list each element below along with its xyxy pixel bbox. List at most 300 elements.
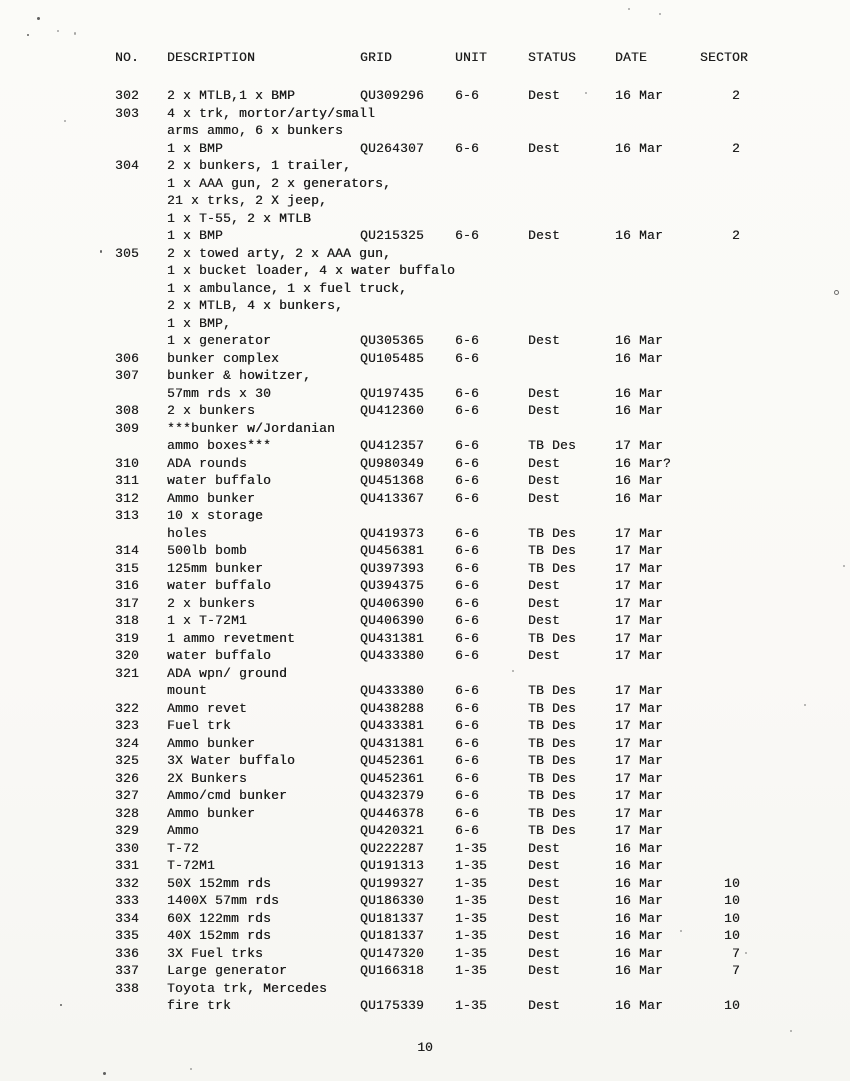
entry-unit: 6-6	[455, 700, 480, 716]
entry-date: 16 Mar	[615, 473, 664, 488]
scan-speck	[27, 34, 29, 36]
entry-number: 338	[115, 980, 140, 996]
table-row-line	[115, 508, 795, 526]
entry-grid: QU191313	[360, 858, 425, 873]
entry-status: Dest	[528, 595, 561, 611]
entry-grid: QU215325	[360, 228, 425, 243]
entry-date: 16 Mar	[615, 858, 664, 873]
entry-status: TB Des	[528, 770, 577, 786]
entry-date: 16 Mar	[615, 963, 664, 978]
entry-description: Ammo/cmd bunker	[167, 788, 288, 803]
entry-description: 21 x trks, 2 X jeep,	[167, 193, 328, 208]
entry-status: TB Des	[528, 735, 577, 751]
entry-status: TB Des	[528, 788, 577, 803]
entry-status: Dest	[528, 875, 561, 891]
entry-number: 313	[115, 508, 140, 523]
entry-description: ammo boxes***	[167, 438, 272, 453]
table-row-line	[115, 841, 795, 859]
entry-date: 16 Mar?	[615, 455, 672, 471]
scan-speck	[100, 250, 102, 253]
entry-status: Dest	[528, 893, 561, 908]
entry-description: Ammo bunker	[167, 490, 256, 506]
entry-unit: 6-6	[455, 403, 480, 418]
scan-speck	[659, 13, 661, 15]
table-body	[115, 88, 795, 1016]
entry-date: 17 Mar	[615, 525, 664, 541]
entry-date: 16 Mar	[615, 875, 664, 891]
entry-unit: 6-6	[455, 455, 480, 471]
entry-date: 16 Mar	[615, 893, 664, 908]
entry-grid: QU431381	[360, 735, 425, 751]
entry-number: 325	[115, 753, 140, 768]
table-row-line	[115, 88, 795, 106]
entry-sector: 10	[723, 875, 740, 891]
entry-unit: 1-35	[455, 928, 488, 943]
entry-sector: 10	[723, 998, 740, 1013]
entry-unit: 6-6	[455, 753, 480, 768]
table-row-line	[115, 613, 795, 631]
entry-status: TB Des	[528, 700, 577, 716]
table-row-line	[115, 491, 795, 509]
entry-number: 322	[115, 700, 140, 716]
entry-number: 327	[115, 788, 140, 803]
entry-number: 321	[115, 665, 140, 681]
entry-date: 17 Mar	[615, 560, 664, 576]
entry-date: 16 Mar	[615, 945, 664, 961]
table-row-line	[115, 106, 795, 124]
entry-number: 303	[115, 105, 140, 121]
entry-grid: QU420321	[360, 823, 425, 838]
entry-number: 305	[115, 245, 140, 261]
entry-number: 330	[115, 840, 140, 856]
entry-unit: 6-6	[455, 525, 480, 541]
table-row-line	[115, 228, 795, 246]
table-row-line	[115, 963, 795, 981]
table-row-line	[115, 928, 795, 946]
table-row-line	[115, 736, 795, 754]
entry-description: 1 x BMP,	[167, 315, 232, 331]
entry-unit: 6-6	[455, 543, 480, 558]
entry-grid: QU105485	[360, 350, 425, 366]
table-row-line	[115, 333, 795, 351]
scan-speck	[103, 1072, 106, 1075]
column-header-sector: SECTOR	[700, 50, 749, 65]
entry-number: 315	[115, 560, 140, 576]
table-row-line	[115, 701, 795, 719]
entry-status: TB Des	[528, 753, 577, 768]
entry-status: Dest	[528, 333, 561, 348]
entry-number: 320	[115, 648, 140, 663]
entry-description: 1 x T-72M1	[167, 613, 248, 628]
table-row-line	[115, 806, 795, 824]
entry-grid: QU413367	[360, 490, 425, 506]
table-row-line	[115, 176, 795, 194]
scan-speck	[843, 565, 845, 567]
table-row-line	[115, 631, 795, 649]
entry-status: Dest	[528, 455, 561, 471]
entry-description: 2 x towed arty, 2 x AAA gun,	[167, 245, 392, 261]
entry-unit: 6-6	[455, 140, 480, 156]
entry-description: bunker complex	[167, 350, 280, 366]
table-row-line	[115, 421, 795, 439]
entry-description: 3X Water buffalo	[167, 753, 296, 768]
table-row-line	[115, 403, 795, 421]
entry-unit: 6-6	[455, 490, 480, 506]
entry-description: T-72	[167, 840, 200, 856]
scan-speck	[790, 1030, 792, 1032]
entry-unit: 1-35	[455, 858, 488, 873]
entry-description: 3X Fuel trks	[167, 945, 264, 961]
table-row-line	[115, 473, 795, 491]
entry-unit: 6-6	[455, 613, 480, 628]
entry-date: 16 Mar	[615, 403, 664, 418]
table-row-line	[115, 543, 795, 561]
table-row-line	[115, 771, 795, 789]
entry-unit: 6-6	[455, 770, 480, 786]
entry-number: 304	[115, 158, 140, 173]
scan-speck	[804, 704, 806, 706]
entry-number: 310	[115, 455, 140, 471]
entry-description: 1 x bucket loader, 4 x water buffalo	[167, 263, 456, 278]
entry-unit: 6-6	[455, 683, 480, 698]
column-header-no: NO.	[115, 50, 140, 65]
table-row-line	[115, 351, 795, 369]
scan-speck	[745, 952, 747, 954]
entry-status: Dest	[528, 648, 561, 663]
entry-number: 318	[115, 613, 140, 628]
entry-sector: 7	[731, 945, 740, 961]
entry-grid: QU199327	[360, 875, 425, 891]
entry-description: 500lb bomb	[167, 543, 248, 558]
entry-number: 323	[115, 718, 140, 733]
entry-grid: QU419373	[360, 525, 425, 541]
table-row-line	[115, 263, 795, 281]
column-header-date: DATE	[615, 50, 648, 65]
entry-status: Dest	[528, 403, 561, 418]
entry-date: 17 Mar	[615, 683, 664, 698]
entry-number: 329	[115, 823, 140, 838]
entry-grid: QU433380	[360, 648, 425, 663]
entry-unit: 1-35	[455, 910, 488, 926]
table-row-line	[115, 666, 795, 684]
entry-date: 17 Mar	[615, 630, 664, 646]
entry-status: Dest	[528, 140, 561, 156]
scan-speck	[60, 1004, 62, 1006]
entry-number: 309	[115, 420, 140, 436]
table-row-line	[115, 368, 795, 386]
entry-sector: 10	[723, 910, 740, 926]
entry-grid: QU980349	[360, 455, 425, 471]
table-row-line	[115, 246, 795, 264]
table-row-line	[115, 981, 795, 999]
entry-date: 16 Mar	[615, 385, 664, 401]
entry-status: TB Des	[528, 438, 577, 453]
entry-description: ADA wpn/ ground	[167, 665, 288, 681]
entry-description: 2 x bunkers, 1 trailer,	[167, 158, 352, 173]
entry-unit: 6-6	[455, 630, 480, 646]
entry-grid: QU406390	[360, 613, 425, 628]
entry-grid: QU397393	[360, 560, 425, 576]
entry-unit: 6-6	[455, 228, 480, 243]
table-row-line	[115, 158, 795, 176]
entry-status: Dest	[528, 858, 561, 873]
entry-number: 334	[115, 910, 140, 926]
entry-description: 1 x generator	[167, 333, 272, 348]
table-row-line	[115, 683, 795, 701]
entry-date: 16 Mar	[615, 350, 664, 366]
table-row-line	[115, 876, 795, 894]
entry-date: 17 Mar	[615, 770, 664, 786]
entry-description: 50X 152mm rds	[167, 875, 272, 891]
entry-number: 314	[115, 543, 140, 558]
entry-date: 16 Mar	[615, 928, 664, 943]
entry-grid: QU452361	[360, 753, 425, 768]
table-row-line	[115, 718, 795, 736]
entry-description: Ammo revet	[167, 700, 248, 716]
entry-description: 1 x BMP	[167, 228, 224, 243]
entry-description: Ammo bunker	[167, 735, 256, 751]
table-row-line	[115, 823, 795, 841]
entry-date: 16 Mar	[615, 228, 664, 243]
table-row-line	[115, 123, 795, 141]
table-row-line	[115, 141, 795, 159]
entry-description: water buffalo	[167, 473, 272, 488]
entry-unit: 6-6	[455, 718, 480, 733]
entry-description: 57mm rds x 30	[167, 385, 272, 401]
entry-date: 16 Mar	[615, 910, 664, 926]
scan-speck	[64, 120, 66, 122]
entry-date: 17 Mar	[615, 718, 664, 733]
entry-number: 311	[115, 473, 140, 488]
entry-status: Dest	[528, 490, 561, 506]
entry-grid: QU446378	[360, 805, 425, 821]
entry-unit: 6-6	[455, 595, 480, 611]
entry-unit: 6-6	[455, 473, 480, 488]
entry-date: 17 Mar	[615, 805, 664, 821]
entry-description: 1 x T-55, 2 x MTLB	[167, 210, 312, 226]
entry-description: T-72M1	[167, 858, 216, 873]
entry-status: TB Des	[528, 525, 577, 541]
entry-date: 17 Mar	[615, 735, 664, 751]
entry-sector: 10	[723, 928, 740, 943]
entry-status: TB Des	[528, 823, 577, 838]
entry-number: 302	[115, 88, 140, 103]
entry-status: TB Des	[528, 630, 577, 646]
entry-date: 16 Mar	[615, 998, 664, 1013]
entry-description: water buffalo	[167, 578, 272, 593]
entry-description: 60X 122mm rds	[167, 910, 272, 926]
entry-unit: 6-6	[455, 333, 480, 348]
table-row-line	[115, 298, 795, 316]
entry-description: 2 x MTLB,1 x BMP	[167, 88, 296, 103]
entry-grid: QU456381	[360, 543, 425, 558]
entry-unit: 6-6	[455, 385, 480, 401]
table-row-line	[115, 648, 795, 666]
entry-status: Dest	[528, 945, 561, 961]
entry-unit: 1-35	[455, 945, 488, 961]
entry-grid: QU406390	[360, 595, 425, 611]
entry-grid: QU412360	[360, 403, 425, 418]
entry-date: 16 Mar	[615, 333, 664, 348]
entry-grid: QU147320	[360, 945, 425, 961]
table-row-line	[115, 193, 795, 211]
entry-description: 10 x storage	[167, 508, 264, 523]
entry-status: Dest	[528, 998, 561, 1013]
scan-speck	[628, 8, 630, 10]
entry-unit: 6-6	[455, 823, 480, 838]
entry-grid: QU433380	[360, 683, 425, 698]
scan-speck	[585, 92, 587, 94]
entry-description: water buffalo	[167, 648, 272, 663]
table-row-line	[115, 596, 795, 614]
entry-description: 2X Bunkers	[167, 770, 248, 786]
entry-status: Dest	[528, 385, 561, 401]
entry-grid: QU197435	[360, 385, 425, 401]
entry-grid: QU181337	[360, 928, 425, 943]
entry-date: 17 Mar	[615, 700, 664, 716]
entry-number: 317	[115, 595, 140, 611]
entry-number: 337	[115, 963, 140, 978]
entry-grid: QU394375	[360, 578, 425, 593]
entry-date: 16 Mar	[615, 840, 664, 856]
entry-date: 16 Mar	[615, 140, 664, 156]
entry-number: 335	[115, 928, 140, 943]
entry-grid: QU433381	[360, 718, 425, 733]
table-header	[115, 50, 795, 68]
entry-number: 328	[115, 805, 140, 821]
page-number: 10	[417, 1040, 433, 1055]
entry-description: holes	[167, 525, 208, 541]
entry-number: 307	[115, 368, 140, 383]
entry-description: 2 x bunkers	[167, 595, 256, 611]
entry-unit: 6-6	[455, 805, 480, 821]
entry-number: 319	[115, 630, 140, 646]
entry-unit: 6-6	[455, 578, 480, 593]
entry-grid: QU452361	[360, 770, 425, 786]
entry-status: TB Des	[528, 805, 577, 821]
entry-date: 17 Mar	[615, 595, 664, 611]
entry-number: 326	[115, 770, 140, 786]
entry-date: 17 Mar	[615, 543, 664, 558]
table-row-line	[115, 386, 795, 404]
entry-unit: 6-6	[455, 88, 480, 103]
entry-unit: 1-35	[455, 998, 488, 1013]
entry-grid: QU432379	[360, 788, 425, 803]
entry-description: bunker & howitzer,	[167, 368, 312, 383]
table-row-line	[115, 211, 795, 229]
entry-unit: 6-6	[455, 350, 480, 366]
entry-number: 306	[115, 350, 140, 366]
entry-number: 333	[115, 893, 140, 908]
entry-status: TB Des	[528, 560, 577, 576]
entry-status: Dest	[528, 840, 561, 856]
entry-sector: 7	[731, 963, 740, 978]
entry-unit: 6-6	[455, 648, 480, 663]
entry-number: 331	[115, 858, 140, 873]
table-row-line	[115, 316, 795, 334]
table-row-line	[115, 456, 795, 474]
entry-description: 2 x bunkers	[167, 403, 256, 418]
entry-date: 17 Mar	[615, 823, 664, 838]
entry-status: Dest	[528, 613, 561, 628]
entry-description: mount	[167, 683, 208, 698]
table-row-line	[115, 858, 795, 876]
scan-speck	[74, 32, 76, 35]
entry-date: 17 Mar	[615, 578, 664, 593]
entry-grid: QU186330	[360, 893, 425, 908]
entry-description: Fuel trk	[167, 718, 232, 733]
entry-sector: 2	[731, 140, 740, 156]
entry-description: 2 x MTLB, 4 x bunkers,	[167, 298, 344, 313]
entry-unit: 1-35	[455, 875, 488, 891]
entry-date: 17 Mar	[615, 648, 664, 663]
entry-unit: 6-6	[455, 735, 480, 751]
entry-status: TB Des	[528, 683, 577, 698]
entry-status: Dest	[528, 928, 561, 943]
entry-grid: QU431381	[360, 630, 425, 646]
column-header-description: DESCRIPTION	[167, 50, 256, 65]
table-row-line	[115, 561, 795, 579]
entry-description: Ammo bunker	[167, 805, 256, 821]
entry-description: 4 x trk, mortor/arty/small	[167, 105, 376, 121]
entry-unit: 6-6	[455, 438, 480, 453]
entry-date: 17 Mar	[615, 613, 664, 628]
scan-speck	[37, 17, 40, 20]
entry-sector: 2	[731, 228, 740, 243]
entry-status: Dest	[528, 228, 561, 243]
column-header-grid: GRID	[360, 50, 393, 65]
entry-status: Dest	[528, 473, 561, 488]
entry-grid: QU175339	[360, 998, 425, 1013]
column-header-unit: UNIT	[455, 50, 488, 65]
table-row-line	[115, 753, 795, 771]
entry-description: fire trk	[167, 998, 232, 1013]
entry-grid: QU166318	[360, 963, 425, 978]
table-row-line	[115, 788, 795, 806]
entry-status: TB Des	[528, 718, 577, 733]
entry-description: ADA rounds	[167, 455, 248, 471]
scan-speck	[57, 30, 59, 32]
entry-description: Toyota trk, Mercedes	[167, 980, 328, 996]
entry-date: 17 Mar	[615, 753, 664, 768]
table-row-line	[115, 998, 795, 1016]
entry-description: 1 ammo revetment	[167, 630, 296, 646]
entry-status: Dest	[528, 910, 561, 926]
entry-unit: 1-35	[455, 963, 488, 978]
table-row-line	[115, 438, 795, 456]
entry-description: 125mm bunker	[167, 560, 264, 576]
entry-date: 16 Mar	[615, 490, 664, 506]
entry-number: 312	[115, 490, 140, 506]
entry-grid: QU412357	[360, 438, 425, 453]
entry-date: 17 Mar	[615, 438, 664, 453]
entry-number: 324	[115, 735, 140, 751]
entry-status: Dest	[528, 88, 561, 103]
entry-description: 1 x BMP	[167, 140, 224, 156]
entry-status: Dest	[528, 963, 561, 978]
entry-status: TB Des	[528, 543, 577, 558]
scan-speck	[512, 670, 514, 672]
table-row-line	[115, 526, 795, 544]
entry-grid: QU309296	[360, 88, 425, 103]
entry-number: 336	[115, 945, 140, 961]
entry-grid: QU438288	[360, 700, 425, 716]
scan-speck	[680, 930, 682, 932]
entry-status: Dest	[528, 578, 561, 593]
table-row-line	[115, 893, 795, 911]
entry-description: 1 x AAA gun, 2 x generators,	[167, 175, 392, 191]
entry-grid: QU451368	[360, 473, 425, 488]
